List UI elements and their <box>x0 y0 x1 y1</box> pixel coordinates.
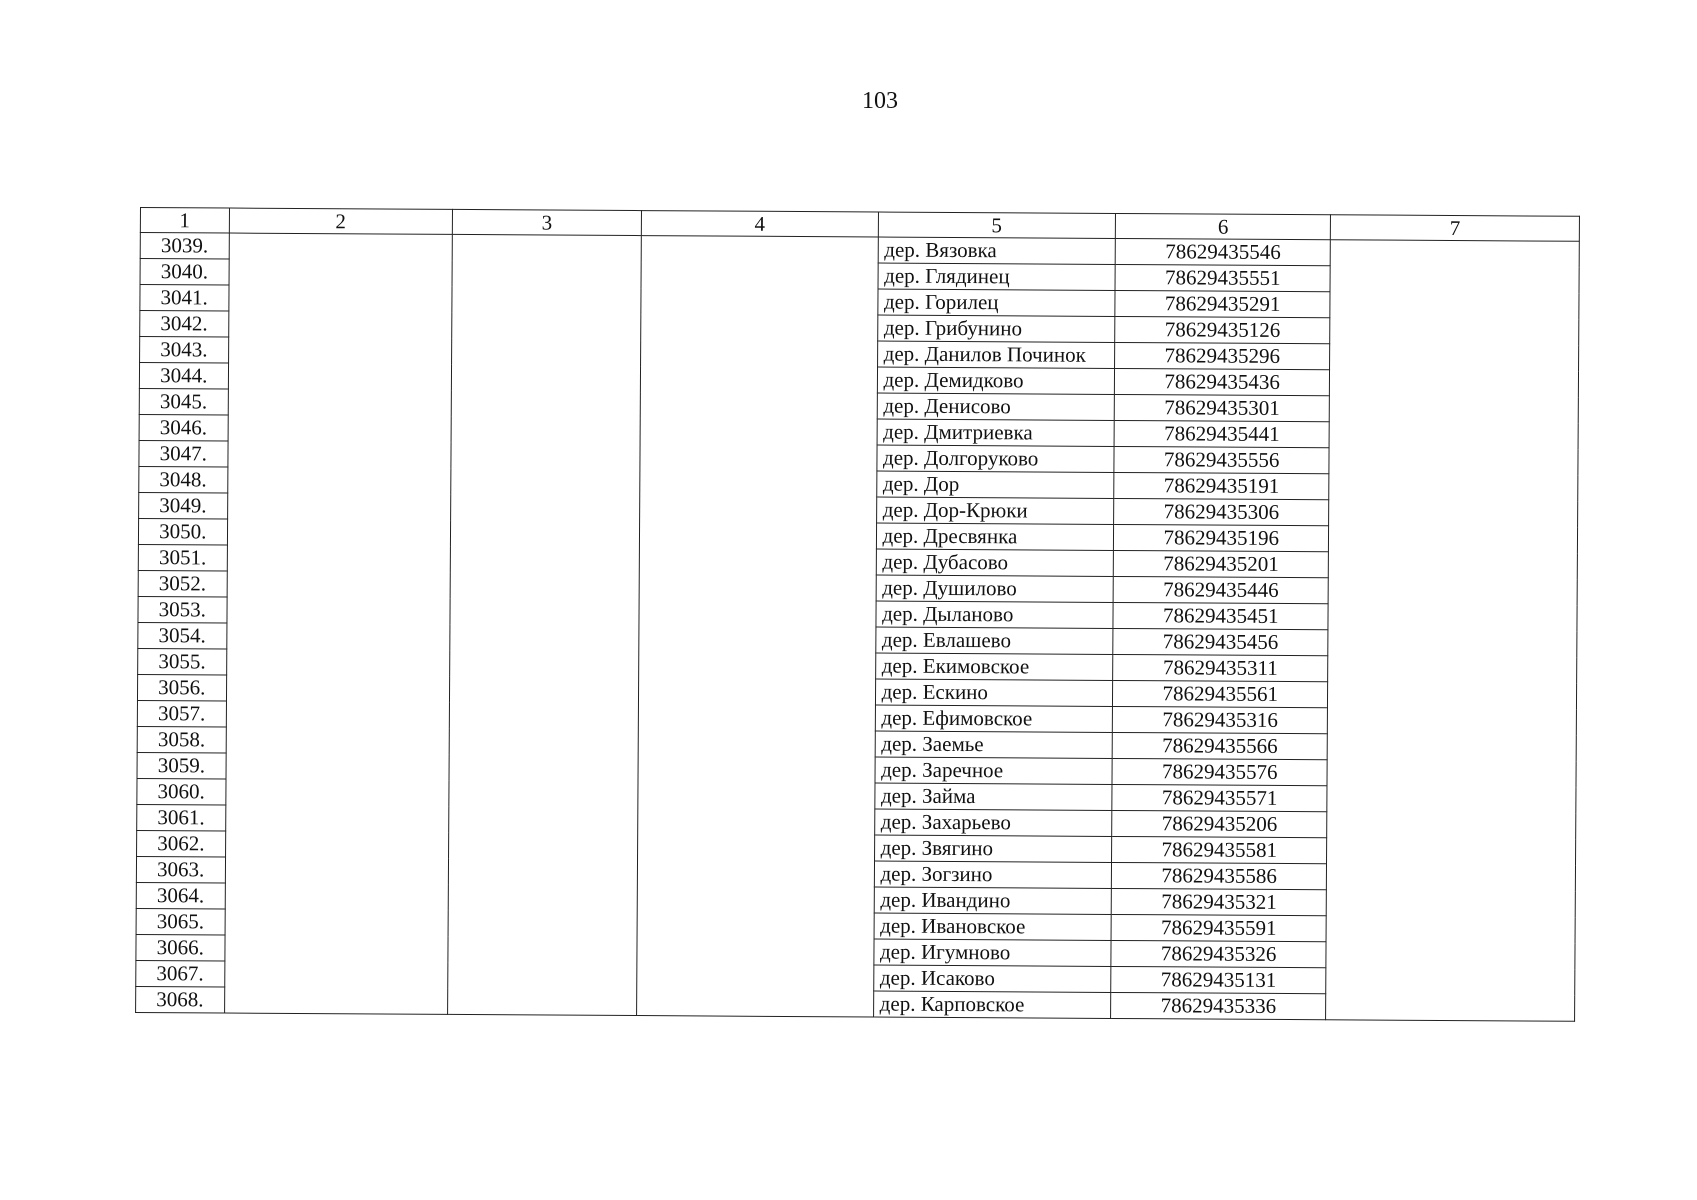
row-number: 3050. <box>138 518 227 545</box>
row-number: 3042. <box>140 311 229 338</box>
row-number: 3044. <box>139 363 228 390</box>
row-number: 3049. <box>139 492 228 519</box>
oktmo-code: 78629435191 <box>1114 472 1329 499</box>
header-col-5: 5 <box>878 212 1116 238</box>
oktmo-code: 78629435591 <box>1111 914 1326 941</box>
row-number: 3056. <box>137 674 226 701</box>
header-col-2: 2 <box>229 208 453 234</box>
settlement-name: дер. Заречное <box>875 757 1113 784</box>
oktmo-code: 78629435561 <box>1113 680 1328 707</box>
oktmo-code: 78629435321 <box>1111 888 1326 915</box>
row-number: 3047. <box>139 440 228 467</box>
settlement-name: дер. Ивановское <box>874 913 1112 940</box>
settlement-name: дер. Займа <box>874 783 1112 810</box>
header-col-7: 7 <box>1331 215 1580 242</box>
row-number: 3066. <box>136 934 225 961</box>
oktmo-code: 78629435131 <box>1111 966 1326 993</box>
oktmo-code: 78629435311 <box>1113 654 1328 681</box>
settlement-name: дер. Демидково <box>877 367 1115 394</box>
settlement-name: дер. Долгоруково <box>876 445 1114 472</box>
col-2-cell <box>224 233 452 1014</box>
row-number: 3046. <box>139 414 228 441</box>
oktmo-code: 78629435126 <box>1115 316 1330 343</box>
settlement-name: дер. Глядинец <box>878 263 1116 290</box>
settlement-name: дер. Ивандино <box>874 887 1112 914</box>
oktmo-code: 78629435316 <box>1112 706 1327 733</box>
table-body <box>136 233 1580 1022</box>
settlement-name: дер. Екимовское <box>875 653 1113 680</box>
settlement-name: дер. Зогзино <box>874 861 1112 888</box>
settlement-name: дер. Дор <box>876 471 1114 498</box>
settlement-name: дер. Игумново <box>873 939 1111 966</box>
settlement-name: дер. Исаково <box>873 965 1111 992</box>
row-number: 3058. <box>137 726 226 753</box>
settlement-name: дер. Горилец <box>877 289 1115 316</box>
oktmo-code: 78629435436 <box>1114 368 1329 395</box>
oktmo-code: 78629435581 <box>1112 836 1327 863</box>
row-number: 3061. <box>137 804 226 831</box>
oktmo-code: 78629435201 <box>1113 550 1328 577</box>
row-number: 3059. <box>137 752 226 779</box>
oktmo-code: 78629435571 <box>1112 784 1327 811</box>
settlement-name: дер. Вязовка <box>878 237 1116 264</box>
oktmo-code: 78629435296 <box>1115 342 1330 369</box>
row-number: 3043. <box>140 337 229 364</box>
row-number: 3052. <box>138 570 227 597</box>
header-col-6: 6 <box>1115 213 1330 239</box>
header-col-3: 3 <box>452 209 641 235</box>
oktmo-code: 78629435291 <box>1115 290 1330 317</box>
settlement-name: дер. Ефимовское <box>875 705 1113 732</box>
settlement-name: дер. Денисово <box>877 393 1115 420</box>
header-col-4: 4 <box>641 211 878 237</box>
row-number: 3062. <box>137 830 226 857</box>
oktmo-code: 78629435196 <box>1113 524 1328 551</box>
oktmo-code: 78629435336 <box>1111 992 1326 1019</box>
oktmo-code: 78629435556 <box>1114 446 1329 473</box>
settlement-name: дер. Дубасово <box>876 549 1114 576</box>
oktmo-code: 78629435546 <box>1115 238 1330 265</box>
settlement-name: дер. Душилово <box>876 575 1114 602</box>
col-4-cell <box>637 236 878 1017</box>
oktmo-code: 78629435206 <box>1112 810 1327 837</box>
row-number: 3051. <box>138 544 227 571</box>
row-number: 3053. <box>138 596 227 623</box>
settlement-name: дер. Карповское <box>873 991 1111 1018</box>
settlement-name: дер. Дмитриевка <box>877 419 1115 446</box>
row-number: 3054. <box>138 622 227 649</box>
settlement-name: дер. Захарьево <box>874 809 1112 836</box>
oktmo-code: 78629435456 <box>1113 628 1328 655</box>
oktmo-code: 78629435551 <box>1115 264 1330 291</box>
settlement-name: дер. Грибунино <box>877 315 1115 342</box>
settlement-name: дер. Дыланово <box>876 601 1114 628</box>
oktmo-code: 78629435586 <box>1111 862 1326 889</box>
settlement-name: дер. Дор-Крюки <box>876 497 1114 524</box>
settlements-table <box>135 207 1580 1022</box>
row-number: 3048. <box>139 466 228 493</box>
row-number: 3040. <box>140 259 229 286</box>
row-number: 3063. <box>136 856 225 883</box>
row-number: 3039. <box>140 233 229 260</box>
settlement-name: дер. Дресвянка <box>876 523 1114 550</box>
settlement-name: дер. Звягино <box>874 835 1112 862</box>
oktmo-code: 78629435451 <box>1113 602 1328 629</box>
row-number: 3067. <box>136 960 225 987</box>
settlement-name: дер. Евлашево <box>875 627 1113 654</box>
row-number: 3057. <box>137 700 226 727</box>
row-number: 3041. <box>140 285 229 312</box>
oktmo-code: 78629435576 <box>1112 758 1327 785</box>
row-number: 3045. <box>139 388 228 415</box>
settlement-name: дер. Данилов Починок <box>877 341 1115 368</box>
header-col-1: 1 <box>140 208 229 234</box>
oktmo-code: 78629435566 <box>1112 732 1327 759</box>
row-number: 3064. <box>136 882 225 909</box>
col-7-cell <box>1326 240 1579 1022</box>
row-number: 3055. <box>138 648 227 675</box>
settlement-name: дер. Заемье <box>875 731 1113 758</box>
page-number: 103 <box>862 88 898 114</box>
row-number: 3060. <box>137 778 226 805</box>
row-number: 3068. <box>136 986 225 1013</box>
oktmo-code: 78629435301 <box>1114 394 1329 421</box>
oktmo-code: 78629435446 <box>1113 576 1328 603</box>
oktmo-code: 78629435306 <box>1114 498 1329 525</box>
oktmo-code: 78629435326 <box>1111 940 1326 967</box>
settlement-name: дер. Ескино <box>875 679 1113 706</box>
oktmo-code: 78629435441 <box>1114 420 1329 447</box>
row-number: 3065. <box>136 908 225 935</box>
col-3-cell <box>448 234 642 1015</box>
